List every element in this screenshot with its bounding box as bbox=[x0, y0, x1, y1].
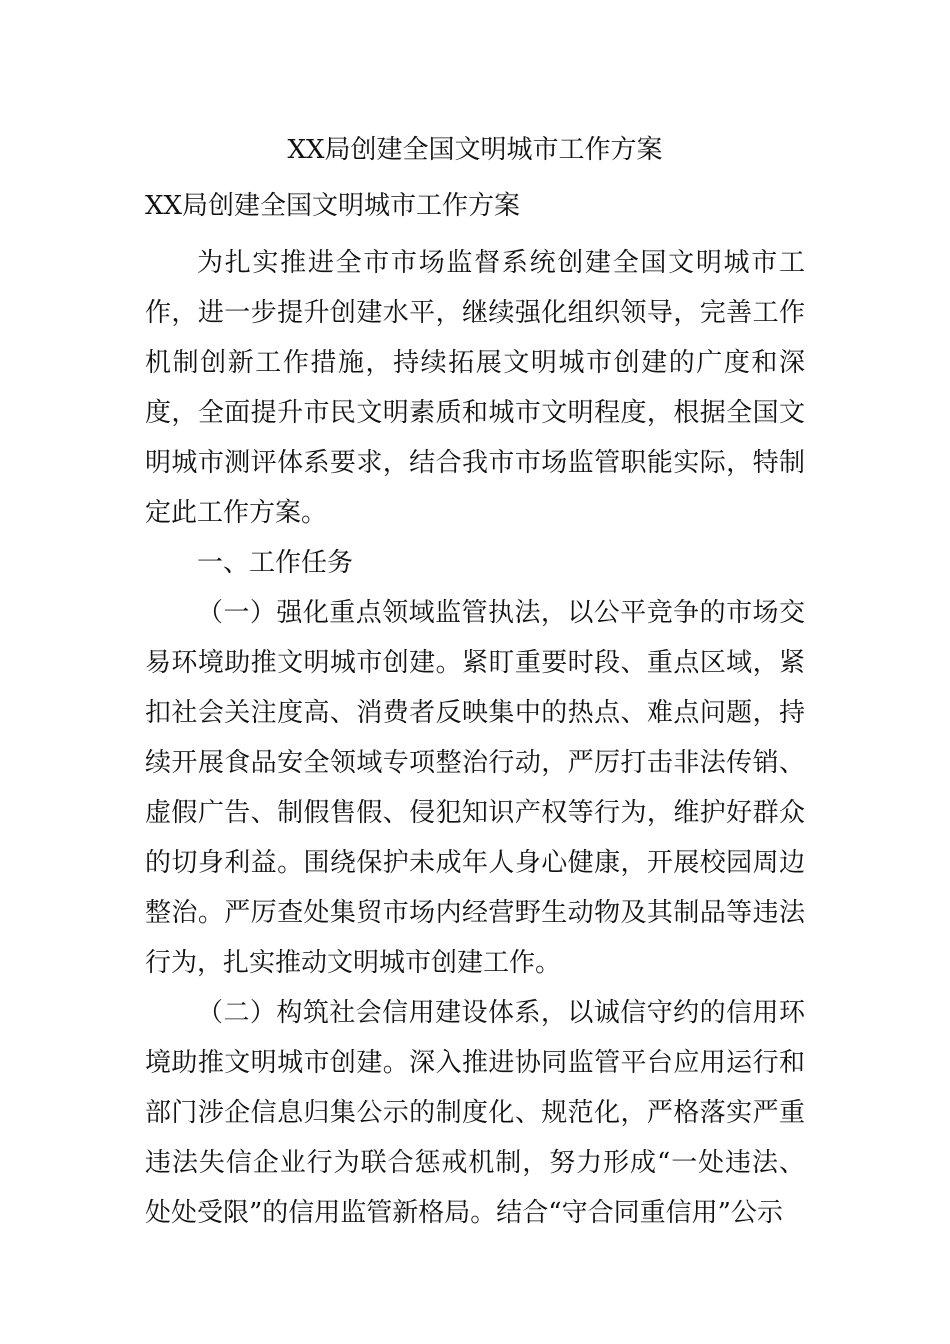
task-item-1-paragraph: （一）强化重点领域监管执法，以公平竞争的市场交易环境助推文明城市创建。紧盯重要时段、重点区域，紧扣社会关注度高、消费者反映集中的热点、难点问题，持续开展食品安全领域专项整治行动，严厉打击非法传销、虚假广告、制假售假、侵犯知识产权等行为，维护好群众的切身利益。围绕保护未成年人身心健康，开展校园周边整治。严厉查处集贸市场内经营野生动物及其制品等违法行为，扎实推动文明城市创建工作。 bbox=[145, 598, 805, 978]
document-title: XX局创建全国文明城市工作方案 bbox=[287, 135, 663, 165]
section-heading-work-tasks: 一、工作任务 bbox=[197, 548, 354, 578]
document-subtitle: XX局创建全国文明城市工作方案 bbox=[145, 191, 521, 221]
intro-paragraph: 为扎实推进全市市场监督系统创建全国文明城市工作，进一步提升创建水平，继续强化组织领导，完善工作机制创新工作措施，持续拓展文明城市创建的广度和深度，全面提升市民文明素质和城市文明程度，根据全国文明城市测评体系要求，结合我市市场监管职能实际，特制定此工作方案。 bbox=[145, 248, 805, 528]
document-body bbox=[145, 128, 805, 1238]
task-item-2-paragraph: （二）构筑社会信用建设体系，以诚信守约的信用环境助推文明城市创建。深入推进协同监管平台应用运行和部门涉企信息归集公示的制度化、规范化，严格落实严重违法失信企业行为联合惩戒机制，努力形成“一处违法、处处受限”的信用监管新格局。结合“守合同重信用”公示 bbox=[145, 998, 805, 1228]
